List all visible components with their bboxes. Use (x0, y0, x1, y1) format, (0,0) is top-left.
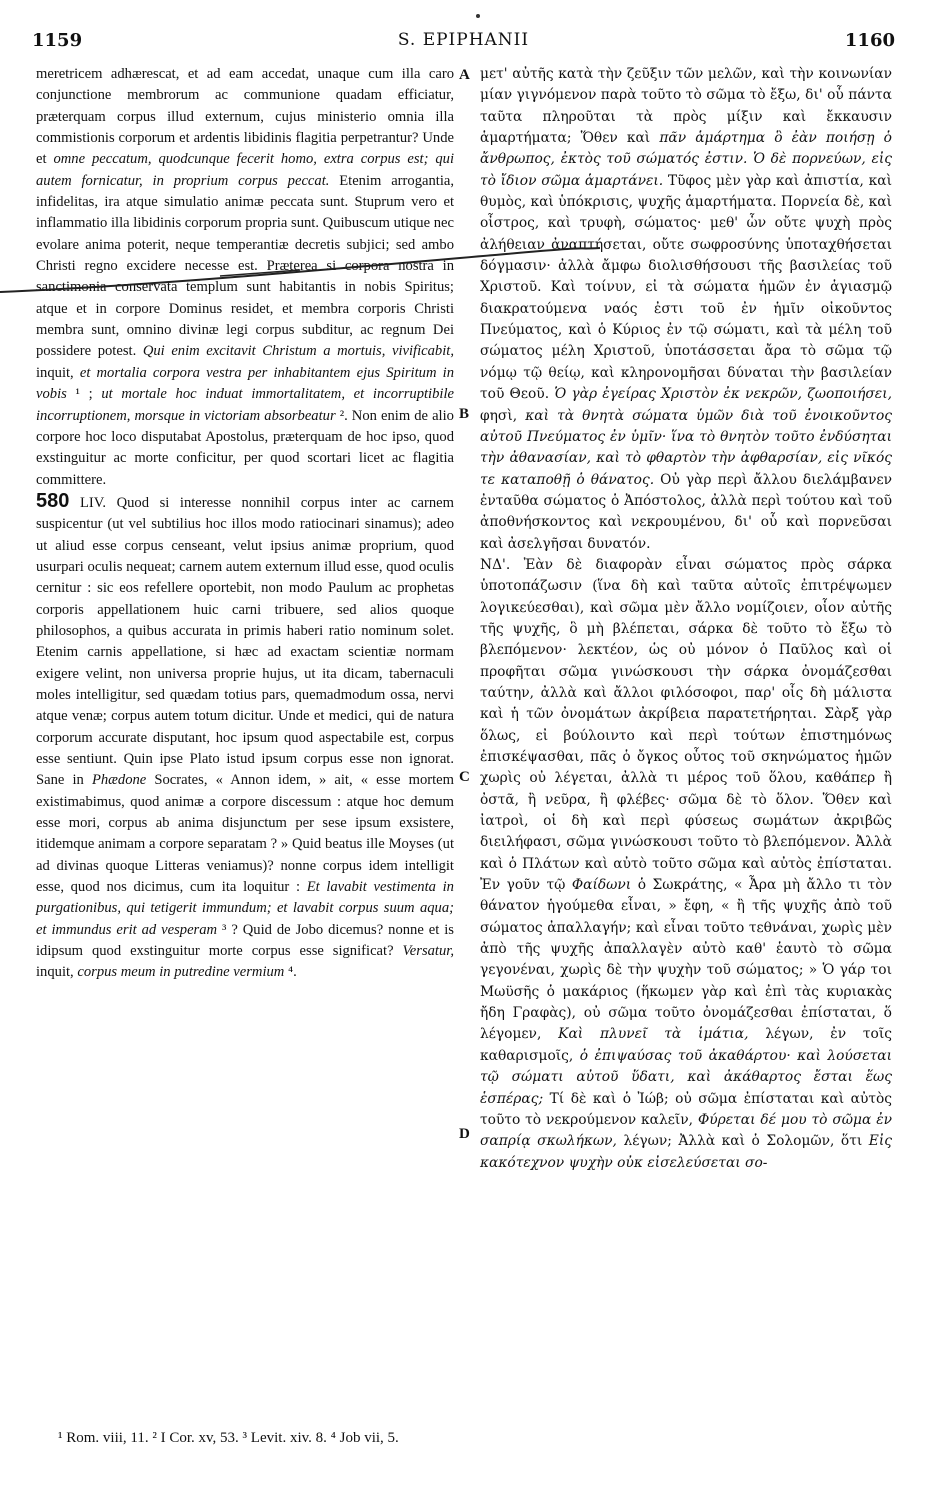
latin-paragraph-2: 580 LIV. Quod si interesse nonnihil corpus inter ac carnem suspicentur (ut vel subtilius hoc illos modo ratiocinari sinamus); adeo ut aliud esse corpus censeant, velut ipsius animæ proprium, quod usurpari oculis nequeat; carnem autem externum illud esse, quod oculis cernitur : sic eos refellere oportebit, non modo Paulum ac prophetas corporis appellationem huic carni tribuere, sed alios quoque philosophos, a quibus accurata in primis haberi ratio nominum solet. Etenim carnis appellatione, si hæc ad exactam scientiæ normam exigere velint, non universa proprie hujus, ut ita dicam, tabernaculi moles intelligitur, sed quædam totius pars, quemadmodum ossa, nervi atque venæ; corpus autem totum dicitur. Unde et medici, qui de natura corporum accurate disputant, hoc ipsum quod aspectabile est, corpus esse sentiunt. Quin ipse Plato istud ipsum corpus esse non ignorat. Sane in Phædone Socrates, « Annon idem, » ait, « esse mortem existimabimus, quod animæ a corpore discessum : atque hoc demum esse mori, corpus ab anima disjunctum per sese ipsum exsistere, itidemque animam a corpore separatam ? » Quid beatus ille Moyses (ut ad divinas quoque Litteras veniamus)? nonne corpus idem intelligit esse, quod nos dicimus, cum ita loquitur : Et lavabit vestimenta in purgationibus, qui tetigerit immundum; et lavabit corpus suum aqua; et immundus erit ad vesperam ³ ? Quid de Jobo dicemus? nonne et is idipsum quod exstinguitur morte corpus esse significat? Versatur, inquit, corpus meum in putredine vermium ⁴. (36, 489, 454, 981)
margin-marker-b: B (459, 406, 470, 422)
page-number-left: 1159 (32, 30, 83, 51)
greek-paragraph-1: μετ' αὐτῆς κατὰ τὴν ζεῦξιν τῶν μελῶν, καὶ τὴν κοινωνίαν μίαν γιγνόμενον παρὰ τοῦτο τὸ σῶμα τὸ ἔξω, δι' οὗ πάντα ταῦτα πληροῦται τὰ πρὸς μίξιν καὶ ἔκκαυσιν ἁμαρτήματα; Ὅθεν καὶ πᾶν ἁμάρτημα ὃ ἐὰν ποιήσῃ ὁ ἄνθρωπος, ἐκτὸς τοῦ σώματός ἐστιν. Ὁ δὲ πορνεύων, εἰς τὸ ἴδιον σῶμα ἁμαρτάνει. Τῦφος μὲν γὰρ καὶ ἀπιστία, καὶ θυμὸς, καὶ ὑπόκρισις, ψυχῆς ἁμαρτήματα. Πορνεία δὲ, καὶ οἶστρος, καὶ τρυφὴ, σώματος· μεθ' ὧν οὔτε ψυχὴ πρὸς ἀλήθειαν ἀναπτήσεται, οὔτε σωφροσύνης ὑποταχθήσεται δόγμασιν· ἀλλὰ ἄμφω διολισθήσουσι τῆς βασιλείας τοῦ Χριστοῦ. Καὶ τοίνυν, εἰ τὰ σώματα ἡμῶν ἐν ἁγιασμῷ διακρατούμενα ναός ἐστι τοῦ ἐν ἡμῖν οἰκοῦντος Πνεύματος, καὶ ὁ Κύριος ἐν τῷ σώματι, καὶ τὰ μέλη τοῦ σώματος μέλη Χριστοῦ, ὑποτάσσεται ἄρα τὸ σῶμα τῷ νόμῳ τῷ θείῳ, καὶ κληρονομῆσαι δύναται τὴν βασιλείαν τοῦ Θεοῦ. Ὁ γὰρ ἐγείρας Χριστὸν ἐκ νεκρῶν, ζωοποιήσει, φησὶ, καὶ τὰ θνητὰ σώματα ὑμῶν διὰ τοῦ ἐνοικοῦντος αὐτοῦ Πνεύματος ἐν ὑμῖν· ἵνα τὸ θνητὸν τοῦτο ἐνδύσηται τὴν ἀθανασίαν, καὶ τὸ φθαρτὸν τὴν ἀφθαρσίαν, εἰς νῖκός τε καταποθῇ ὁ θάνατος. Οὐ γὰρ περὶ ἄλλου διελάμβανεν ἐνταῦθα σώματος ὁ Ἀπόστολος, ἀλλὰ περὶ τούτου καὶ τοῦ ἀποθνήσκοντος καὶ νεκρουμένου, δι' οὗ καὶ πορνεῦσαι καὶ ἀσελγῆσαι δυνατόν. (480, 66, 893, 552)
margin-marker-c: C (459, 769, 470, 785)
section-number: 580 (36, 489, 70, 512)
running-title: S. EPIPHANII (397, 30, 530, 50)
greek-column (480, 64, 892, 1174)
page-header (32, 30, 895, 56)
page-number-right: 1160 (844, 30, 895, 51)
greek-paragraph-2: ΝΔ'. Ἐὰν δὲ διαφορὰν εἶναι σώματος πρὸς σάρκα ὑποτοπάζωσιν (ἵνα δὴ καὶ ταῦτα αὐτοῖς ἐπιτρέψωμεν λογικεύεσθαι), καὶ σῶμα μὲν ἄλλο νομίζοιεν, οἷον αὐτῆς τῆς ψυχῆς, ὃ μὴ βλέπεται, σάρκα δὲ τοῦτο τὸ ἔξω τὸ βλεπόμενον· λεκτέον, ὡς οὐ μόνον ὁ Παῦλος καὶ οἱ προφῆται σῶμα γινώσκουσι τὴν σάρκα ὀνομάζεσθαι ταύτην, ἀλλὰ καὶ ἄλλοι φιλόσοφοι, παρ' οἷς δὴ μάλιστα καὶ ἡ τῶν ὀνομάτων ἀκρίβεια παρατετήρηται. Σὰρξ γὰρ ὅλως, εἰ βούλοιντο καὶ περὶ τούτων ἐπιστημόνως ἐπισκέψασθαι, πᾶς ὁ ὄγκος οὗτος τοῦ σκηνώματος ἡμῶν χωρὶς οὐ λέγεται, ἀλλὰ τι μέρος τοῦ ὅλου, καθάπερ ἢ ὀστᾶ, ἢ νεῦρα, ἢ φλέβες· σῶμα δὲ τὸ ὅλον. Ὅθεν καὶ ἰατροὶ, οἱ δὴ καὶ περὶ φύσεως σωμάτων ἀκριβῶς διειλήφασι, σῶμα γινώσκουσι τοῦτο τὸ βλεπόμενον. Ἀλλὰ καὶ ὁ Πλάτων καὶ αὐτὸ τοῦτο σῶμα καὶ αὐτὸς ἐπίσταται. Ἐν γοῦν τῷ Φαίδωνι ὁ Σωκράτης, « Ἆρα μὴ ἄλλο τι τὸν θάνατον ἡγούμεθα εἶναι, » ἔφη, « ἢ τῆς ψυχῆς ἀπὸ τοῦ σώματος ἀπαλλαγήν; καὶ εἶναι τοῦτο τεθνάναι, χωρὶς μὲν ἀπὸ τῆς ψυχῆς ἀπαλλαγὲν αὐτὸ καθ' ἑαυτὸ τὸ σῶμα γεγονέναι, χωρὶς δὲ τὴν ψυχὴν τοῦ σώματος; » Ὁ γάρ τοι Μωϋσῆς ὁ μακάριος (ἥκωμεν γὰρ καὶ ἐπὶ τὰς κυριακὰς ἤδη Γραφὰς), οὐ σῶμα τοῦτο ὀνομάζεσθαι ἐπίσταται, ὅ λέγομεν, Καὶ πλυνεῖ τὰ ἱμάτια, λέγων, ἐν τοῖς καθαρισμοῖς, ὁ ἐπιψαύσας τοῦ ἀκαθάρτου· καὶ λούσεται τῷ σώματι αὐτοῦ ὕδατι, καὶ ἀκάθαρτος ἔσται ἕως ἑσπέρας; Τί δὲ καὶ ὁ Ἰώβ; οὐ σῶμα ἐπίσταται καὶ αὐτὸς τοῦτο τὸ νεκρούμενον καλεῖν, Φύρεται δέ μου τὸ σῶμα ἐν σαπρίᾳ σκωλήκων, λέγων; Ἀλλὰ καὶ ὁ Σολομῶν, ὅτι Εἰς κακότεχνον ψυχὴν οὐκ εἰσελεύσεται σο- (480, 556, 893, 1171)
latin-paragraph-1: meretricem adhærescat, et ad eam accedat, unaque cum illa caro conjunctione membrorum ac communione quadam efficiatur, præterquam corpus illud externum, cujus ministerio omnia illa commistionis corporum et ardentis libidinis flagitia perpetrantur? Unde et omne peccatum, quodcunque fecerit homo, extra corpus est; qui autem fornicatur, in proprium corpus peccat. Etenim arrogantia, infidelitas, ira atque simulatio animæ peccata sunt. Stuprum vero et inflammatio illa libidinis corporum propria sunt. Quibuscum utique nec evolare anima poterit, neque temperantiæ decretis subjici; sed ambo Christi regno excidere necesse est. Præterea si corpora nostra in sanctimonia conservata templum sunt habitantis in nobis Spiritus; atque et in corpore Dominus residet, et membra corporis Christi membra sunt, omnino divinæ legi corpus subditur, ac regnum Dei possidere potest. Qui enim excitavit Christum a mortuis, vivificabit, inquit, et mortalia corpora vestra per inhabitantem ejus Spiritum in vobis ¹ ; ut mortale hoc induat immortalitatem, et incorruptibile incorruptionem, morsque in victoriam absorbeatur ². Non enim de alio corpore hoc loco disputabat Apostolus, præterquam de hoc ipso, quod exstinguitur ac morte conficitur, per quod scortari licet ac flagitia committere. (36, 66, 455, 488)
latin-column (36, 64, 454, 984)
footnotes: ¹ Rom. viii, 11. ² I Cor. xv, 53. ³ Levit. xiv. 8. ⁴ Job vii, 5. (58, 1430, 399, 1446)
page-speck (476, 14, 480, 18)
margin-marker-a: A (459, 67, 470, 83)
margin-marker-d: D (459, 1126, 470, 1142)
